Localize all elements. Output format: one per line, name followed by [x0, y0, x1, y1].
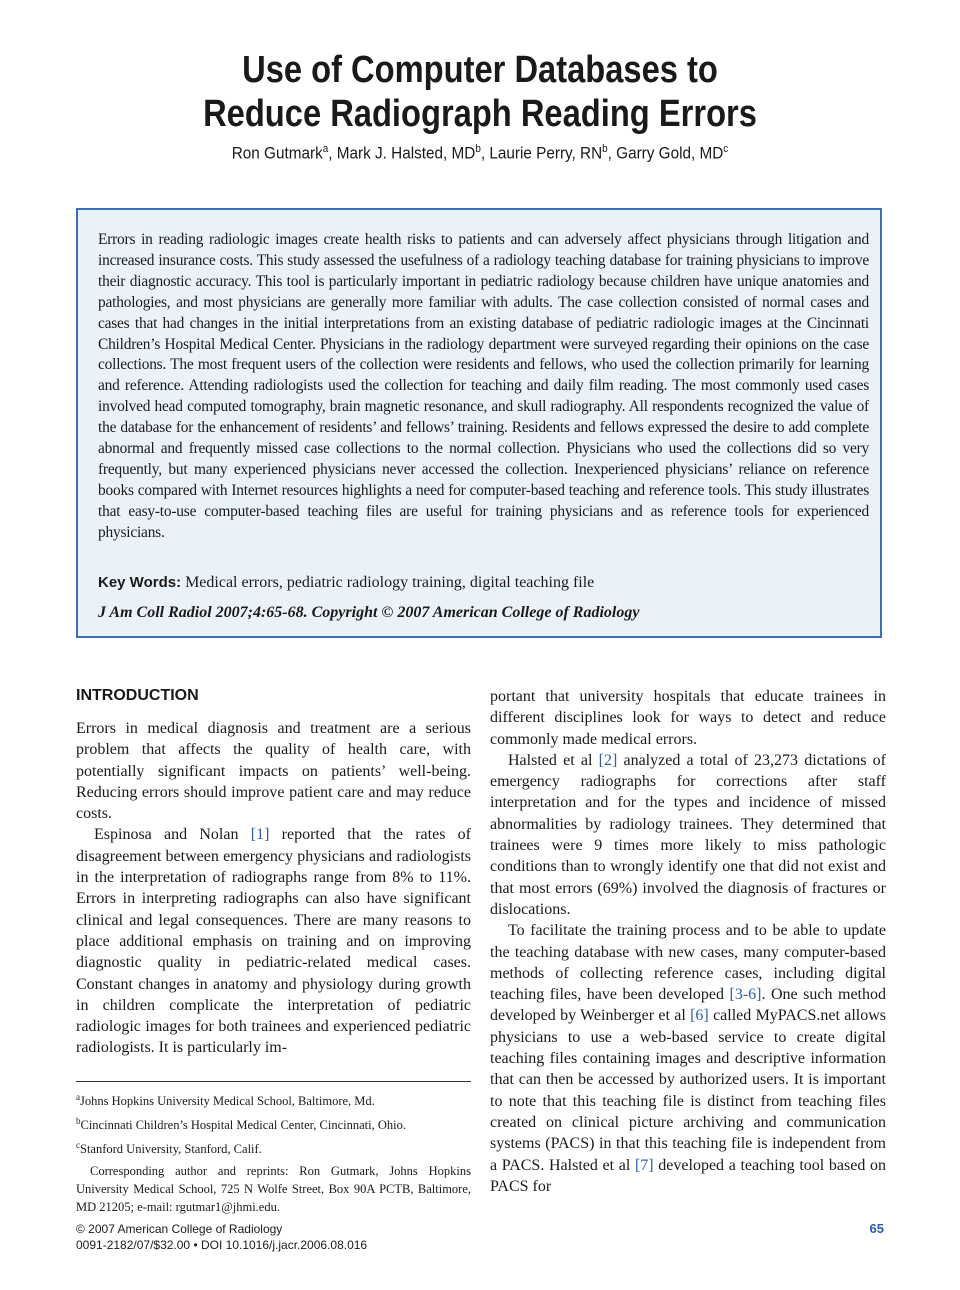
author-name: Laurie Perry, RN — [489, 143, 603, 163]
paragraph: Errors in medical diagnosis and treatment are a serious problem that affects the quality of health care, with potentially significant impacts on patients’ well-being. Reducing errors should improve patient care and may reduce costs. — [76, 720, 471, 823]
title-line-1: Use of Computer Databases to — [242, 49, 718, 91]
paragraph: portant that university hospitals that educate trainees in different disciplines look for ways to detect and reduce commonly made medical errors. — [490, 688, 886, 748]
paragraph — [490, 750, 886, 920]
footnote-affiliation — [76, 1088, 471, 1110]
footnote-mark: c — [76, 1140, 80, 1151]
reference-link[interactable]: [6] — [690, 1007, 709, 1025]
paragraph-text: developed a teaching tool based on PACS for — [490, 1156, 886, 1195]
footer-doi: 0091-2182/07/$32.00 • DOI 10.1016/j.jacr.2006.08.016 — [76, 1238, 368, 1252]
paragraph-text: . One such method developed by Weinberger et al — [490, 986, 886, 1025]
author-affiliation-mark: b — [602, 143, 608, 155]
abstract-text: Errors in reading radiologic images create health risks to patients and can adversely affect physicians through litigation and increased insurance costs. This study assessed the usefulness of a radiology teaching database for training physicians to improve their diagnostic accuracy. This tool is particularly important in pediatric radiology because children have unique anatomies and pathologies, and most physicians are generally more familiar with adults. The case collection consisted of normal cases and cases that had changes in the initial interpretations from an existing database of pediatric radiologic images at the Cincinnati Children’s Hospital Medical Center. Physicians in the radiology department were surveyed regarding their opinions on the case collections. The most frequent users of the collection were residents and fellows, who used the collection primarily for learning and reference. Attending radiologists used the collection for teaching and daily film reading. The most commonly used cases involved head computed tomography, brain magnetic resonance, and skull radiography. All respondents recognized the value of the database for the enhancement of residents’ and fellows’ training. Residents and fellows expressed the desire to add complete abnormal and frequently missed case collections to the normal collection. Physicians who used the collections did so very frequently, but many experienced physicians never accessed the collection. Inexperienced physicians’ reliance on reference books compared with Internet resources highlights a need for computer-based teaching and reference tools. This study illustrates that easy-to-use computer-based teaching files are useful for training physicians and as reference tools for experienced physicians. — [98, 231, 869, 541]
author-list: Ron Gutmark$^a$, Mark J. Halsted, $MD^b$, Laurie Perry, $RN^b$, Garry Gold, $MD^c$ — [231, 143, 729, 163]
reference-link[interactable]: [2] — [598, 751, 618, 769]
body-column-right — [490, 686, 886, 1197]
keywords-value: Medical errors, pediatric radiology training, digital teaching file — [185, 574, 595, 591]
title-line-2: Reduce Radiograph Reading Errors — [203, 93, 757, 135]
keywords — [98, 574, 869, 592]
footnote-affiliation — [76, 1112, 471, 1134]
paragraph-text: Espinosa and Nolan — [94, 826, 251, 844]
author-name: Ron Gutmark — [231, 143, 323, 163]
reference-link[interactable]: [3-6] — [729, 986, 762, 1004]
author-affiliation-mark: b — [475, 143, 481, 155]
paragraph-text: Halsted et al — [508, 751, 599, 769]
author-name: Garry Gold, MD — [616, 143, 724, 163]
footer-copyright: © 2007 American College of Radiology — [76, 1222, 283, 1236]
section-heading-introduction: INTRODUCTION — [76, 687, 199, 704]
page-footer — [76, 1221, 367, 1253]
paragraph-text: To facilitate the training process and to be able to update the teaching database with new cases, many computer-based methods of collecting reference cases, including digital teaching files, have been developed — [490, 922, 886, 1004]
footnotes — [76, 1088, 471, 1218]
footnote-text: Cincinnati Children’s Hospital Medical Center, Cincinnati, Ohio. — [80, 1118, 406, 1133]
footnote-affiliation — [76, 1136, 471, 1158]
paragraph-text: analyzed a total of 23,273 dictations of emergency radiographs for corrections after staff interpretation and for the types and incidence of missed abnormalities by radiology trainees. They determined that trainees were 9 times more likely to miss pathologic conditions than to wrongly identify one that did not exist and that most errors (69%) involved the diagnosis of fractures or dislocations. — [490, 751, 886, 918]
reference-link[interactable]: [1] — [250, 826, 270, 844]
footnote-text: Stanford University, Stanford, Calif. — [80, 1142, 262, 1157]
author-affiliation-mark: c — [723, 143, 729, 155]
reference-link[interactable]: [7] — [634, 1156, 654, 1174]
paragraph-text: called MyPACS.net allows physicians to use a web-based service to create digital teaching files containing images and descriptive information that can then be accessed by authorized users. It is important to note that this teaching file is distinct from teaching files created on clinical picture archiving and communication systems (PACS) in that this teaching file is independent from a PACS. Halsted et al — [490, 1007, 887, 1174]
paragraph — [76, 824, 471, 1058]
article-title — [67, 48, 893, 136]
paragraph-text: reported that the rates of disagreement between emergency physicians and radiologists in the interpretation of radiographs range from 8% to 11%. Errors in interpreting radiographs can also have significant clinical and legal consequences. There are many reasons to place additional emphasis on training and on improving diagnostic quality in pediatric-related medical cases. Constant changes in anatomy and physiology during growth in children complicate the interpretation of pediatric radiologic images for both trainees and experienced pediatric radiologists. It is particularly im- — [76, 826, 472, 1057]
page-number: 65 — [869, 1221, 884, 1236]
footnote-mark: b — [76, 1116, 81, 1127]
author-affiliation-mark: a — [322, 143, 329, 155]
abstract-box — [76, 208, 882, 638]
keywords-label: Key Words: — [98, 574, 182, 591]
paragraph — [490, 920, 886, 1197]
journal-citation: J Am Coll Radiol 2007;4:65-68. Copyright © 2007 American College of Radiology — [98, 604, 640, 621]
body-column-left — [76, 718, 471, 1059]
footnote-correspondence: Corresponding author and reprints: Ron Gutmark, Johns Hopkins University Medical School, 725 N Wolfe Street, Box 90A PCTB, Baltimore, MD 21205; e-mail: rgutmar1@jhmi.edu. — [76, 1164, 471, 1215]
footnote-mark: a — [76, 1092, 80, 1102]
footnote-text: Johns Hopkins University Medical School, Baltimore, Md. — [80, 1094, 375, 1109]
footnote-divider — [76, 1081, 471, 1082]
author-name: Mark J. Halsted, MD — [336, 143, 476, 163]
